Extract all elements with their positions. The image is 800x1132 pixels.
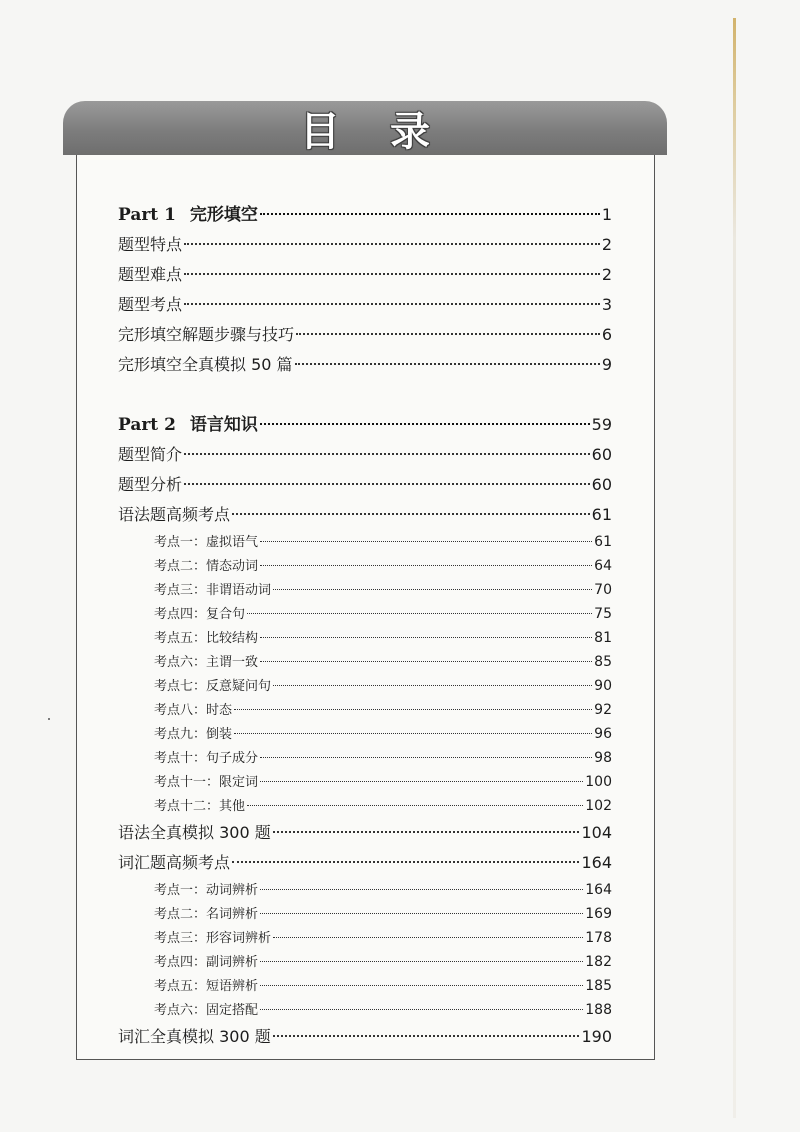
page-number: 61 xyxy=(591,505,612,524)
toc-subentry[interactable] xyxy=(118,698,612,722)
part-title: 语言知识 xyxy=(189,415,258,435)
page-number: 190 xyxy=(581,1027,612,1046)
page-number: 104 xyxy=(581,823,612,842)
part-title: 完形填空 xyxy=(189,205,258,225)
page-number: 60 xyxy=(591,445,612,464)
leader-dots xyxy=(260,637,592,638)
page-number: 164 xyxy=(585,882,612,898)
leader-dots xyxy=(247,613,592,614)
toc-subentry[interactable] xyxy=(118,998,612,1022)
entry-title: 考点五：短语辨析 xyxy=(154,979,259,994)
entry-title: 完形填空全真模拟 50 篇 xyxy=(118,355,293,374)
leader-dots xyxy=(184,243,600,245)
entry-title: 语法全真模拟 300 题 xyxy=(118,823,271,842)
leader-dots xyxy=(260,961,583,962)
page-number: 96 xyxy=(594,726,612,742)
entry-title: 考点三：形容词辨析 xyxy=(154,931,272,946)
leader-dots xyxy=(273,831,580,833)
leader-dots xyxy=(260,913,583,914)
leader-dots xyxy=(260,1009,583,1010)
leader-dots xyxy=(184,303,600,305)
entry-title: 词汇题高频考点 xyxy=(118,853,231,872)
leader-dots xyxy=(232,861,579,863)
page-number: 100 xyxy=(585,774,612,790)
page-number: 81 xyxy=(594,630,612,646)
entry-title: 考点一：虚拟语气 xyxy=(154,535,259,550)
entry-title: 题型分析 xyxy=(118,475,183,494)
entry-title: 考点二：情态动词 xyxy=(154,559,259,574)
toc-entry[interactable] xyxy=(118,320,612,350)
page-number: 178 xyxy=(585,930,612,946)
page-number: 75 xyxy=(594,606,612,622)
entry-title: 考点四：副词辨析 xyxy=(154,955,259,970)
page-number: 185 xyxy=(585,978,612,994)
toc-entry[interactable] xyxy=(118,350,612,380)
toc-entry[interactable] xyxy=(118,290,612,320)
page-number: 3 xyxy=(601,295,612,314)
page-number: 188 xyxy=(585,1002,612,1018)
leader-dots xyxy=(273,589,592,590)
leader-dots xyxy=(295,363,600,365)
page-number: 2 xyxy=(601,265,612,284)
entry-title: 考点四：复合句 xyxy=(154,607,246,622)
page-number: 169 xyxy=(585,906,612,922)
toc-subentry[interactable] xyxy=(118,794,612,818)
toc-subentry[interactable] xyxy=(118,770,612,794)
entry-title: 题型特点 xyxy=(118,235,183,254)
entry-title: 考点六：主谓一致 xyxy=(154,655,259,670)
entry-title: 考点二：名词辨析 xyxy=(154,907,259,922)
table-of-contents xyxy=(118,200,612,1052)
toc-part-heading[interactable] xyxy=(118,200,612,230)
toc-subentry[interactable] xyxy=(118,626,612,650)
leader-dots xyxy=(296,333,600,335)
toc-entry[interactable] xyxy=(118,500,612,530)
toc-subentry[interactable] xyxy=(118,578,612,602)
leader-dots xyxy=(260,757,592,758)
leader-dots xyxy=(247,805,583,806)
leader-dots xyxy=(273,1035,580,1037)
toc-subentry[interactable] xyxy=(118,554,612,578)
leader-dots xyxy=(260,889,583,890)
page-number: 85 xyxy=(594,654,612,670)
page-number: 9 xyxy=(601,355,612,374)
toc-subentry[interactable] xyxy=(118,902,612,926)
toc-entry[interactable] xyxy=(118,440,612,470)
toc-entry[interactable] xyxy=(118,848,612,878)
page-number: 2 xyxy=(601,235,612,254)
toc-entry[interactable] xyxy=(118,470,612,500)
page-number: 1 xyxy=(601,205,612,224)
page-number: 98 xyxy=(594,750,612,766)
toc-entry[interactable] xyxy=(118,1022,612,1052)
entry-title: 题型考点 xyxy=(118,295,183,314)
page-number: 164 xyxy=(581,853,612,872)
entry-title: 考点七：反意疑问句 xyxy=(154,679,272,694)
leader-dots xyxy=(273,685,592,686)
toc-entry[interactable] xyxy=(118,230,612,260)
leader-dots xyxy=(232,513,590,515)
entry-title: 考点十二：其他 xyxy=(154,799,246,814)
leader-dots xyxy=(234,709,592,710)
entry-title: 考点十：句子成分 xyxy=(154,751,259,766)
page-number: 70 xyxy=(594,582,612,598)
entry-title: 考点九：倒装 xyxy=(154,727,233,742)
entry-title: 词汇全真模拟 300 题 xyxy=(118,1027,271,1046)
page-edge-shadow xyxy=(733,18,736,1118)
leader-dots xyxy=(273,937,583,938)
toc-entry[interactable] xyxy=(118,260,612,290)
toc-subentry[interactable] xyxy=(118,674,612,698)
toc-subentry[interactable] xyxy=(118,602,612,626)
part-spacer xyxy=(118,380,612,410)
page-number: 102 xyxy=(585,798,612,814)
toc-subentry[interactable] xyxy=(118,746,612,770)
entry-title: 考点八：时态 xyxy=(154,703,233,718)
toc-subentry[interactable] xyxy=(118,650,612,674)
toc-entry[interactable] xyxy=(118,818,612,848)
leader-dots xyxy=(260,661,592,662)
page-number: 64 xyxy=(594,558,612,574)
entry-title: 题型简介 xyxy=(118,445,183,464)
leader-dots xyxy=(260,423,590,425)
scan-speck xyxy=(48,718,50,720)
part-number: Part 2 xyxy=(118,415,176,435)
toc-subentry[interactable] xyxy=(118,530,612,554)
entry-title: 考点五：比较结构 xyxy=(154,631,259,646)
leader-dots xyxy=(184,273,600,275)
leader-dots xyxy=(260,985,583,986)
page-number: 92 xyxy=(594,702,612,718)
toc-subentry[interactable] xyxy=(118,878,612,902)
page-number: 6 xyxy=(601,325,612,344)
entry-title: 考点六：固定搭配 xyxy=(154,1003,259,1018)
leader-dots xyxy=(184,453,590,455)
leader-dots xyxy=(260,541,592,542)
entry-title: 考点三：非谓语动词 xyxy=(154,583,272,598)
toc-subentry[interactable] xyxy=(118,974,612,998)
entry-title: 考点十一：限定词 xyxy=(154,775,259,790)
entry-title: 完形填空解题步骤与技巧 xyxy=(118,325,295,344)
toc-subentry[interactable] xyxy=(118,926,612,950)
page-number: 182 xyxy=(585,954,612,970)
toc-part-heading[interactable] xyxy=(118,410,612,440)
page-title: 目 录 xyxy=(300,108,448,155)
part-number: Part 1 xyxy=(118,205,176,225)
page-number: 61 xyxy=(594,534,612,550)
page-number: 60 xyxy=(591,475,612,494)
leader-dots xyxy=(184,483,590,485)
leader-dots xyxy=(260,781,583,782)
leader-dots xyxy=(260,213,600,215)
entry-title: 题型难点 xyxy=(118,265,183,284)
leader-dots xyxy=(260,565,592,566)
title-banner xyxy=(63,101,667,155)
toc-subentry[interactable] xyxy=(118,722,612,746)
toc-subentry[interactable] xyxy=(118,950,612,974)
page-number: 59 xyxy=(591,415,612,434)
leader-dots xyxy=(234,733,592,734)
entry-title: 语法题高频考点 xyxy=(118,505,231,524)
page-number: 90 xyxy=(594,678,612,694)
entry-title: 考点一：动词辨析 xyxy=(154,883,259,898)
